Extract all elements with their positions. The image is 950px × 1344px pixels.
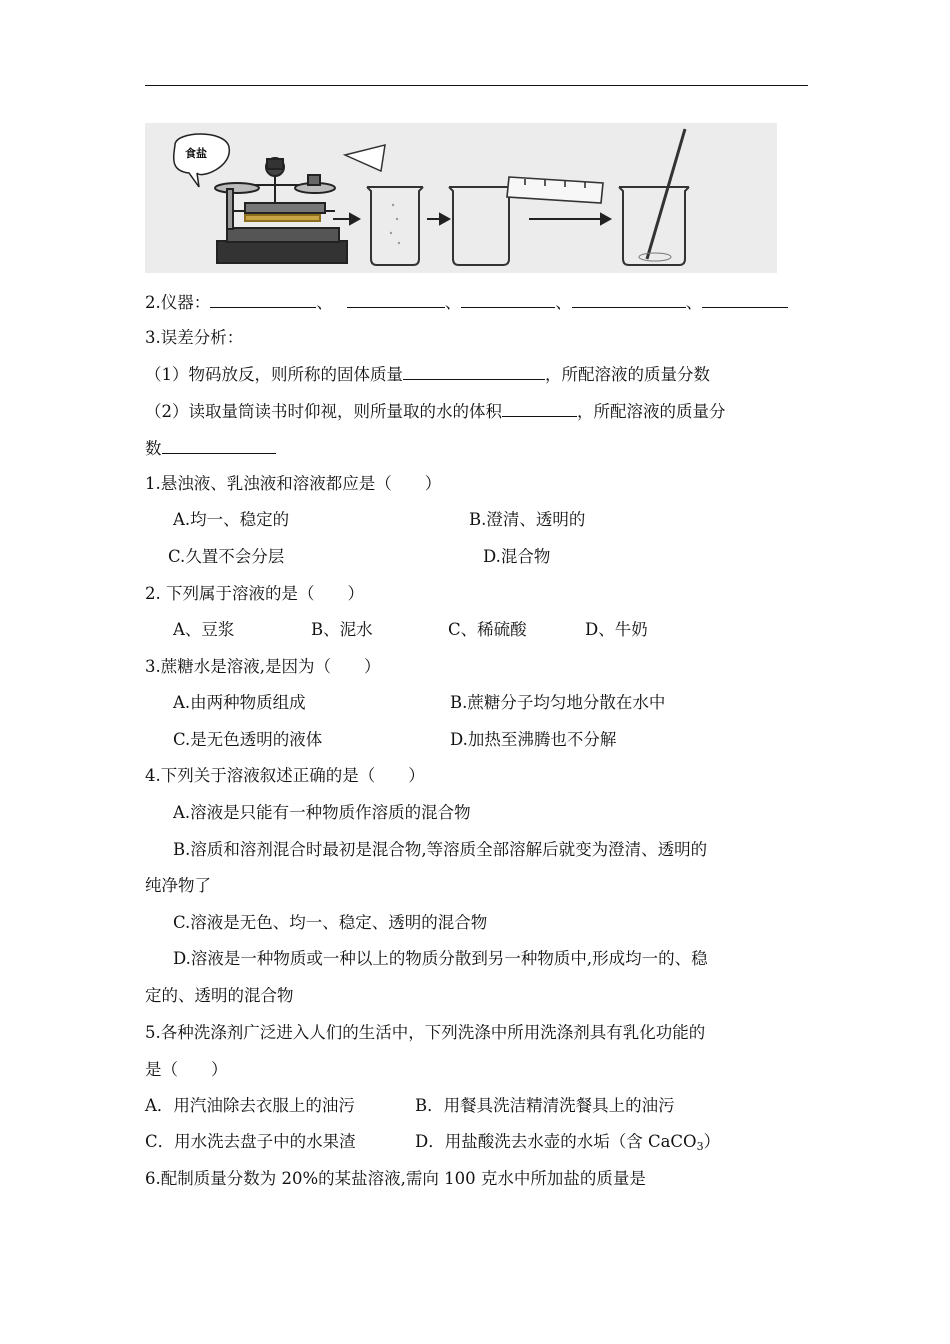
blank-4[interactable] bbox=[572, 290, 686, 308]
q2-option-c[interactable]: C、稀硫酸 bbox=[448, 620, 527, 639]
blank-volume[interactable] bbox=[502, 399, 577, 417]
question-5-stem-cont: 是（ ） bbox=[145, 1060, 228, 1079]
q3-option-c[interactable]: C.是无色透明的液体 bbox=[173, 730, 323, 749]
q4-option-b-cont: 纯净物了 bbox=[145, 876, 211, 895]
question-6-stem: 6.配制质量分数为 20%的某盐溶液,需向 100 克水中所加盐的质量是 bbox=[145, 1169, 646, 1188]
blank-3[interactable] bbox=[461, 290, 555, 308]
q3-option-d[interactable]: D.加热至沸腾也不分解 bbox=[450, 730, 617, 749]
question-1-stem: 1.悬浊液、乳浊液和溶液都应是（ ） bbox=[145, 474, 442, 493]
q2-option-b[interactable]: B、泥水 bbox=[311, 620, 373, 639]
q4-option-b[interactable]: B.溶质和溶剂混合时最初是混合物,等溶质全部溶解后就变为澄清、透明的 bbox=[173, 840, 708, 859]
beaker-2-icon bbox=[449, 187, 513, 265]
q5-option-d[interactable]: D．用盐酸洗去水壶的水垢（含 CaCO$_3$） bbox=[415, 1132, 721, 1153]
graduated-cylinder-icon bbox=[507, 177, 603, 203]
q4-option-d[interactable]: D.溶液是一种物质或一种以上的物质分散到另一种物质中,形成均一的、稳 bbox=[173, 949, 708, 968]
q5-option-a[interactable]: A．用汽油除去衣服上的油污 bbox=[145, 1096, 355, 1115]
q1-option-b[interactable]: B.澄清、透明的 bbox=[469, 510, 586, 529]
blank-5[interactable] bbox=[702, 290, 788, 308]
q2-option-d[interactable]: D、牛奶 bbox=[585, 620, 648, 639]
q4-option-a[interactable]: A.溶液是只能有一种物质作溶质的混合物 bbox=[173, 803, 471, 822]
q3-option-a[interactable]: A.由两种物质组成 bbox=[173, 693, 306, 712]
solution-preparation-figure bbox=[145, 123, 777, 273]
question-2-stem: 2. 下列属于溶液的是（ ） bbox=[145, 584, 364, 603]
error-item-2: （2）读取量筒读书时仰视，则所量取的水的体积 ，所配溶液的质量分 bbox=[145, 399, 726, 424]
beaker-1-icon bbox=[367, 187, 423, 265]
header-rule bbox=[145, 85, 808, 86]
balance-scale-icon bbox=[215, 158, 347, 263]
blank-1[interactable] bbox=[210, 290, 316, 308]
instruments-line: 2.仪器： 、 、 、 、 bbox=[145, 290, 788, 315]
q3-option-b[interactable]: B.蔗糖分子均匀地分散在水中 bbox=[450, 693, 666, 712]
error-item-2-cont: 数 bbox=[145, 436, 276, 461]
q5-option-c[interactable]: C．用水洗去盘子中的水果渣 bbox=[145, 1132, 356, 1151]
salt-bag-callout bbox=[174, 134, 230, 187]
error-item-1: （1）物码放反，则所称的固体质量 ，所配溶液的质量分数 bbox=[145, 362, 710, 387]
instruments-label: 2.仪器： bbox=[145, 293, 211, 312]
glass-rod-icon bbox=[647, 129, 685, 259]
blank-2[interactable] bbox=[347, 290, 445, 308]
q1-option-c[interactable]: C.久置不会分层 bbox=[168, 547, 285, 566]
q1-option-a[interactable]: A.均一、稳定的 bbox=[173, 510, 290, 529]
q5-option-b[interactable]: B．用餐具洗洁精清洗餐具上的油污 bbox=[415, 1096, 675, 1115]
q1-option-d[interactable]: D.混合物 bbox=[483, 547, 551, 566]
svg-text:食盐: 食盐 bbox=[185, 147, 207, 160]
question-4-stem: 4.下列关于溶液叙述正确的是（ ） bbox=[145, 766, 425, 785]
q4-option-c[interactable]: C.溶液是无色、均一、稳定、透明的混合物 bbox=[173, 913, 488, 932]
q2-option-a[interactable]: A、豆浆 bbox=[173, 620, 235, 639]
question-3-stem: 3.蔗糖水是溶液,是因为（ ） bbox=[145, 657, 381, 676]
q4-option-d-cont: 定的、透明的混合物 bbox=[145, 986, 294, 1005]
blank-mass[interactable] bbox=[403, 362, 545, 380]
error-analysis-title: 3.误差分析： bbox=[145, 328, 244, 347]
blank-fraction[interactable] bbox=[162, 436, 276, 454]
question-5-stem: 5.各种洗涤剂广泛进入人们的生活中，下列洗涤中所用洗涤剂具有乳化功能的 bbox=[145, 1023, 706, 1042]
